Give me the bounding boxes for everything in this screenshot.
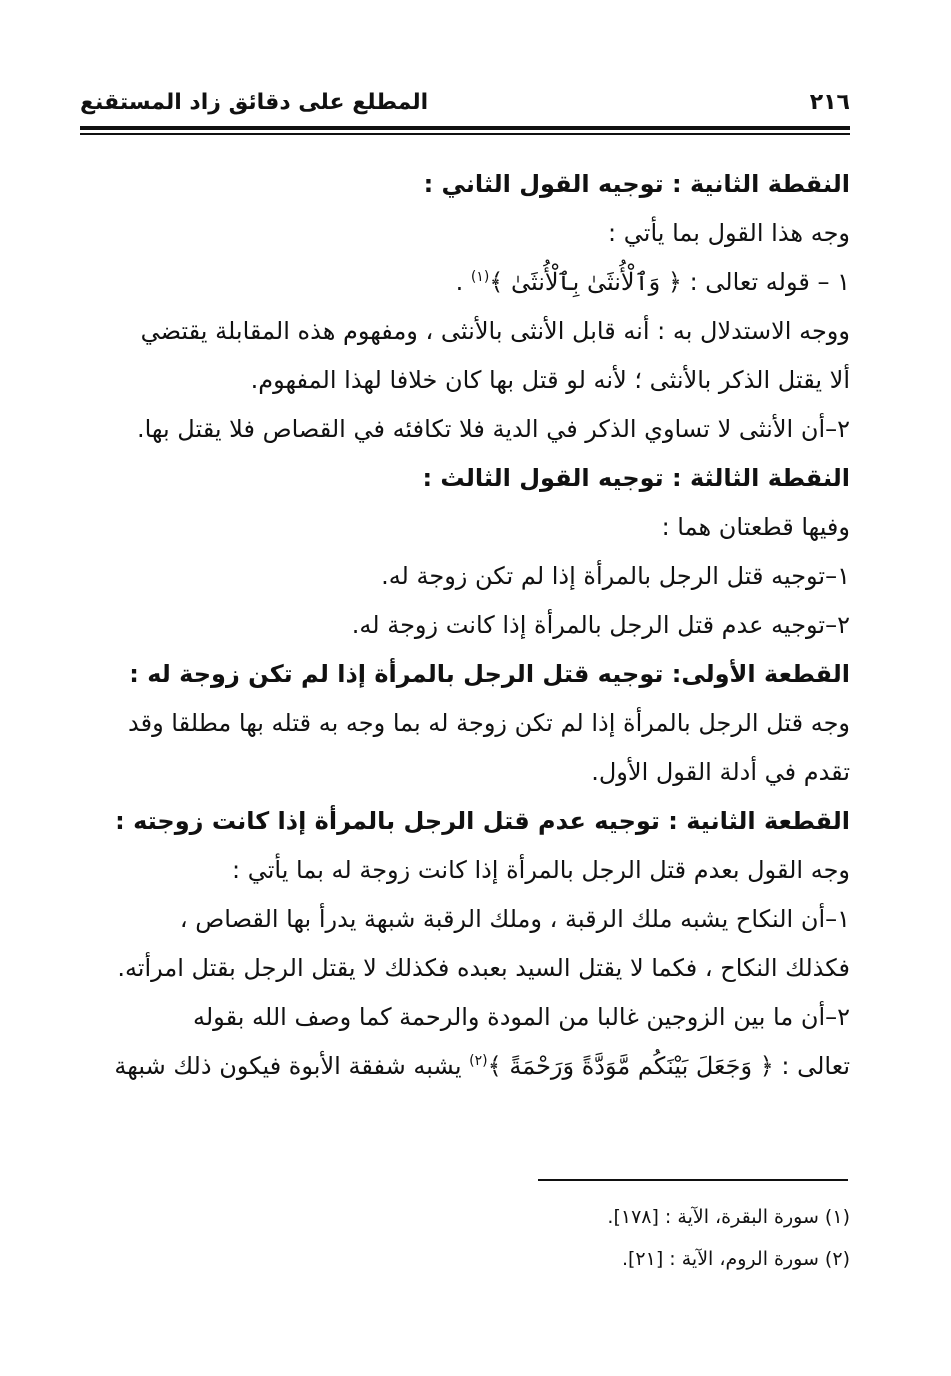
section-heading: النقطة الثالثة : توجيه القول الثالث : [422, 464, 850, 492]
paragraph: وفيها قطعتان هما : [661, 513, 850, 541]
list-item: ٢–توجيه عدم قتل الرجل بالمرأة إذا كانت زوجة له. [351, 611, 850, 639]
paragraph: ١–أن النكاح يشبه ملك الرقبة ، وملك الرقبة شبهة يدرأ بها القصاص ، [179, 905, 850, 933]
paragraph: فكذلك النكاح ، فكما لا يقتل السيد بعبده فكذلك لا يقتل الرجل بقتل امرأته. [117, 954, 850, 982]
section-heading: النقطة الثانية : توجيه القول الثاني : [423, 170, 850, 198]
footnote-separator [538, 1179, 848, 1181]
footnotes [84, 1196, 850, 1280]
paragraph: ألا يقتل الذكر بالأنثى ؛ لأنه لو قتل بها كان خلافا لهذا المفهوم. [250, 366, 850, 394]
header-rule-thin [80, 133, 850, 135]
paragraph: ووجه الاستدلال به : أنه قابل الأنثى بالأنثى ، ومفهوم هذه المقابلة يقتضي [140, 317, 850, 345]
footnote-ref: (١) [470, 269, 490, 285]
paragraph-with-verse [84, 1042, 850, 1091]
quran-verse: ﴿ وَٱلْأُنثَىٰ بِٱلْأُنثَىٰ ﴾ [489, 268, 682, 296]
paragraph: ٢–أن ما بين الزوجين غالبا من المودة والرحمة كما وصف الله بقوله [193, 1003, 850, 1031]
running-title: المطلع على دقائق زاد المستقنع [80, 90, 429, 115]
footnote: (٢) سورة الروم، الآية : [٢١]. [621, 1248, 850, 1270]
quran-verse: ﴿ وَجَعَلَ بَيْنَكُم مَّوَدَّةً وَرَحْمَةً ﴾ [487, 1052, 774, 1080]
page-header [80, 86, 850, 126]
main-text [84, 160, 850, 1091]
verse-intro: تعالى : [773, 1052, 850, 1080]
subsection-heading: القطعة الأولى: توجيه قتل الرجل بالمرأة إذا لم تكن زوجة له : [129, 660, 850, 688]
paragraph: ٢–أن الأنثى لا تساوي الذكر في الدية فلا تكافئه في القصاص فلا يقتل بها. [136, 415, 850, 443]
paragraph-continuation: يشبه شفقة الأبوة فيكون ذلك شبهة [114, 1052, 470, 1080]
paragraph: وجه القول بعدم قتل الرجل بالمرأة إذا كانت زوجة له بما يأتي : [232, 856, 850, 884]
footnote-ref: (٢) [469, 1053, 488, 1069]
page-number: ٢١٦ [809, 90, 850, 115]
paragraph: وجه قتل الرجل بالمرأة إذا لم تكن زوجة له بما وجه به قتله بها مطلقا وقد [128, 709, 850, 737]
paragraph-with-verse [84, 258, 850, 307]
subsection-heading: القطعة الثانية : توجيه عدم قتل الرجل بالمرأة إذا كانت زوجته : [115, 807, 850, 835]
list-item: ١–توجيه قتل الرجل بالمرأة إذا لم تكن زوجة له. [381, 562, 850, 590]
verse-intro: ١ – قوله تعالى : [681, 268, 850, 296]
paragraph: تقدم في أدلة القول الأول. [591, 758, 850, 786]
header-rule-thick [80, 126, 850, 130]
paragraph: وجه هذا القول بما يأتي : [608, 219, 850, 247]
footnote: (١) سورة البقرة، الآية : [١٧٨]. [607, 1206, 850, 1228]
verse-end: . [455, 268, 471, 296]
